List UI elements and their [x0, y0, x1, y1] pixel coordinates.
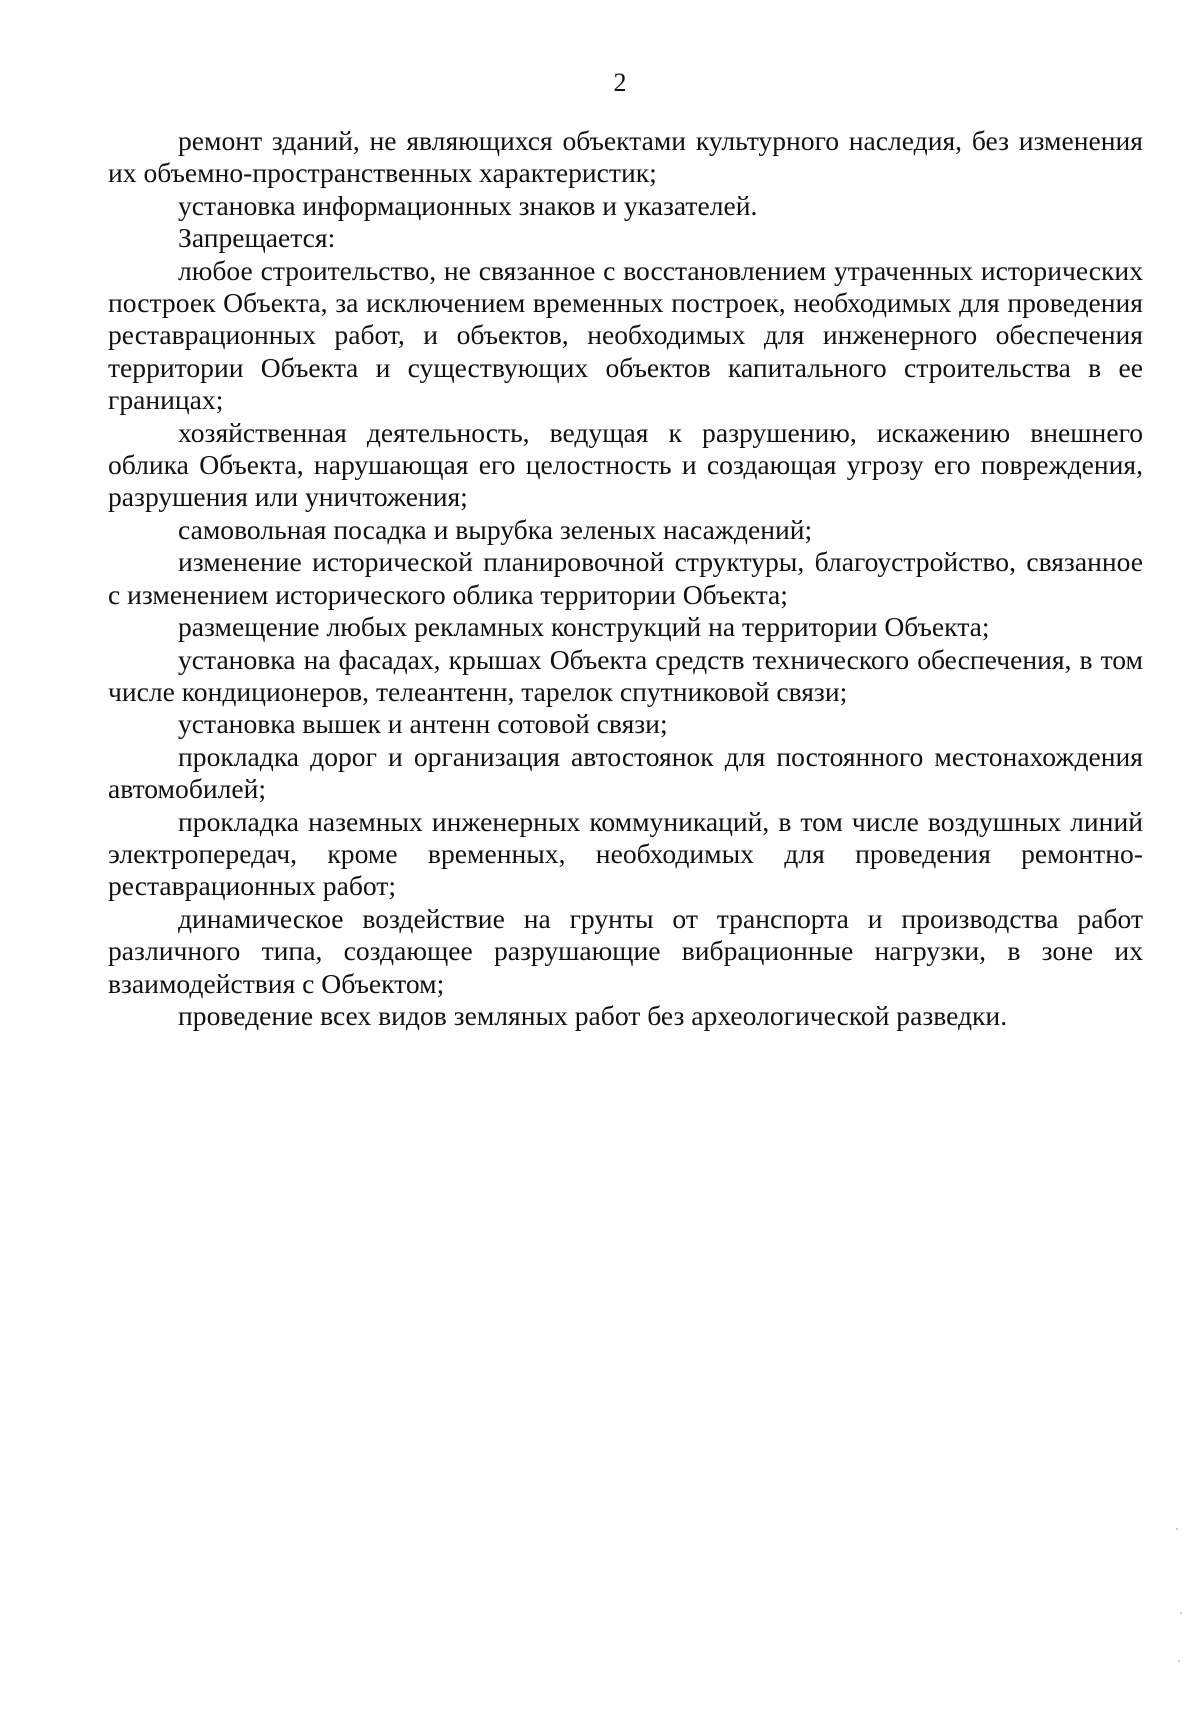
scan-speck	[1180, 1612, 1182, 1614]
paragraph-repair-buildings: ремонт зданий, не являющихся объектами культурного наследия, без изменения их объемно-пространственных характеристик;	[108, 125, 1143, 189]
paragraph-info-signs: установка информационных знаков и указателей.	[178, 189, 758, 221]
paragraph-cell-towers: установка вышек и антенн сотовой связи;	[178, 708, 668, 740]
scan-speck	[1176, 1528, 1178, 1530]
paragraph-planting-felling: самовольная посадка и вырубка зеленых насаждений;	[178, 513, 813, 545]
paragraph-dynamic-impact: динамическое воздействие на грунты от транспорта и производства работ различного типа, создающее разрушающие вибрационные нагрузки, в зоне их взаимодействия с Объектом;	[108, 902, 1143, 999]
paragraph-prohibited-heading: Запрещается:	[178, 222, 336, 254]
document-body	[108, 125, 1143, 1032]
paragraph-construction: любое строительство, не связанное с восстановлением утраченных исторических построек Объекта, за исключением временных построек, необходимых для проведения реставрационных работ, и объектов, необходимых для инженерного обеспечения территории Объекта и существующих объектов капитального строительства в ее границах;	[108, 254, 1143, 416]
paragraph-utilities: прокладка наземных инженерных коммуникаций, в том числе воздушных линий электропередач, кроме временных, необходимых для проведения ремонтно-реставрационных работ;	[108, 805, 1143, 902]
paragraph-planning-structure: изменение исторической планировочной структуры, благоустройство, связанное с изменением исторического облика территории Объекта;	[108, 546, 1143, 610]
paragraph-advertising: размещение любых рекламных конструкций на территории Объекта;	[178, 611, 990, 643]
paragraph-earthworks: проведение всех видов земляных работ без археологической разведки.	[178, 999, 1008, 1031]
paragraph-facade-equipment: установка на фасадах, крышах Объекта средств технического обеспечения, в том числе кондиционеров, телеантенн, тарелок спутниковой связи;	[108, 643, 1143, 707]
paragraph-roads-parking: прокладка дорог и организация автостоянок для постоянного местонахождения автомобилей;	[108, 740, 1143, 805]
page-number: 2	[613, 68, 627, 97]
scan-speck	[1178, 1660, 1180, 1662]
paragraph-economic-activity: хозяйственная деятельность, ведущая к разрушению, искажению внешнего облика Объекта, нарушающая его целостность и создающая угрозу его повреждения, разрушения или уничтожения;	[108, 416, 1143, 513]
